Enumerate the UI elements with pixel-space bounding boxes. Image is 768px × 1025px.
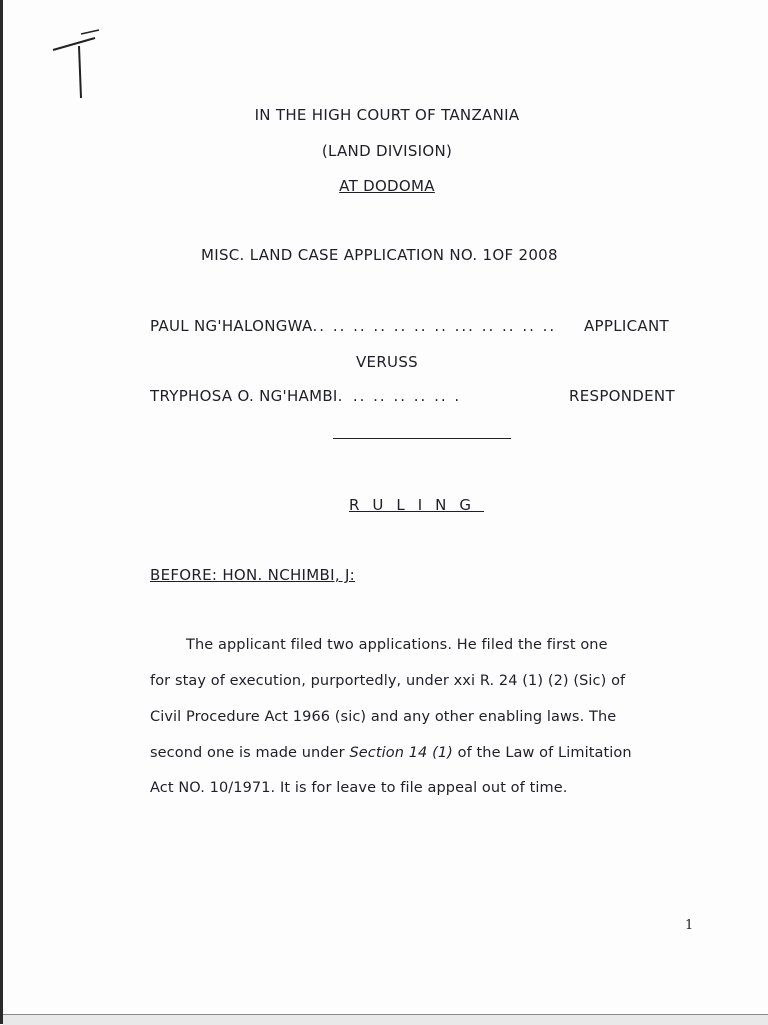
body-line-2: for stay of execution, purportedly, under xxi R. 24 (1) (2) (Sic) of — [150, 673, 626, 689]
body-line-1: The applicant filed two applications. He filed the first one — [186, 637, 608, 653]
applicant-name: PAUL NG'HALONGWA — [150, 317, 313, 335]
court-location: AT DODOMA — [339, 177, 435, 195]
page-bottom-edge — [3, 1014, 768, 1025]
versus-label: VERUSS — [356, 353, 418, 371]
respondent-line — [150, 387, 461, 405]
applicant-line — [150, 317, 556, 335]
applicant-role: APPLICANT — [584, 317, 669, 335]
ruling-heading-wrap — [349, 496, 484, 514]
handwritten-mark-icon — [51, 28, 111, 108]
ruling-heading: RULING — [349, 496, 485, 514]
applicant-dots: .. .. .. .. .. .. .. ... .. .. .. .. — [312, 317, 557, 335]
body-line-4-end: of the Law of Limitation — [452, 745, 632, 761]
court-location-wrap — [3, 177, 768, 195]
court-division: (LAND DIVISION) — [321, 142, 453, 160]
section-reference: Section 14 (1) — [349, 745, 453, 761]
respondent-name: TRYPHOSA O. NG'HAMBI. — [150, 387, 343, 405]
before-line-wrap — [150, 566, 355, 584]
body-line-4-start: second one is made under — [150, 745, 350, 761]
body-line-5: Act NO. 10/1971. It is for leave to file appeal out of time. — [150, 780, 568, 796]
body-line-4 — [150, 745, 632, 761]
body-line-3: Civil Procedure Act 1966 (sic) and any other enabling laws. The — [150, 709, 617, 725]
page-number: 1 — [685, 918, 694, 933]
before-judge: BEFORE: HON. NCHIMBI, J: — [150, 566, 356, 584]
respondent-dots: .. .. .. .. .. . — [352, 387, 462, 405]
respondent-role: RESPONDENT — [569, 387, 675, 405]
separator-rule — [333, 438, 511, 439]
court-name: IN THE HIGH COURT OF TANZANIA — [254, 106, 520, 124]
case-title: MISC. LAND CASE APPLICATION NO. 1OF 2008 — [201, 246, 558, 264]
